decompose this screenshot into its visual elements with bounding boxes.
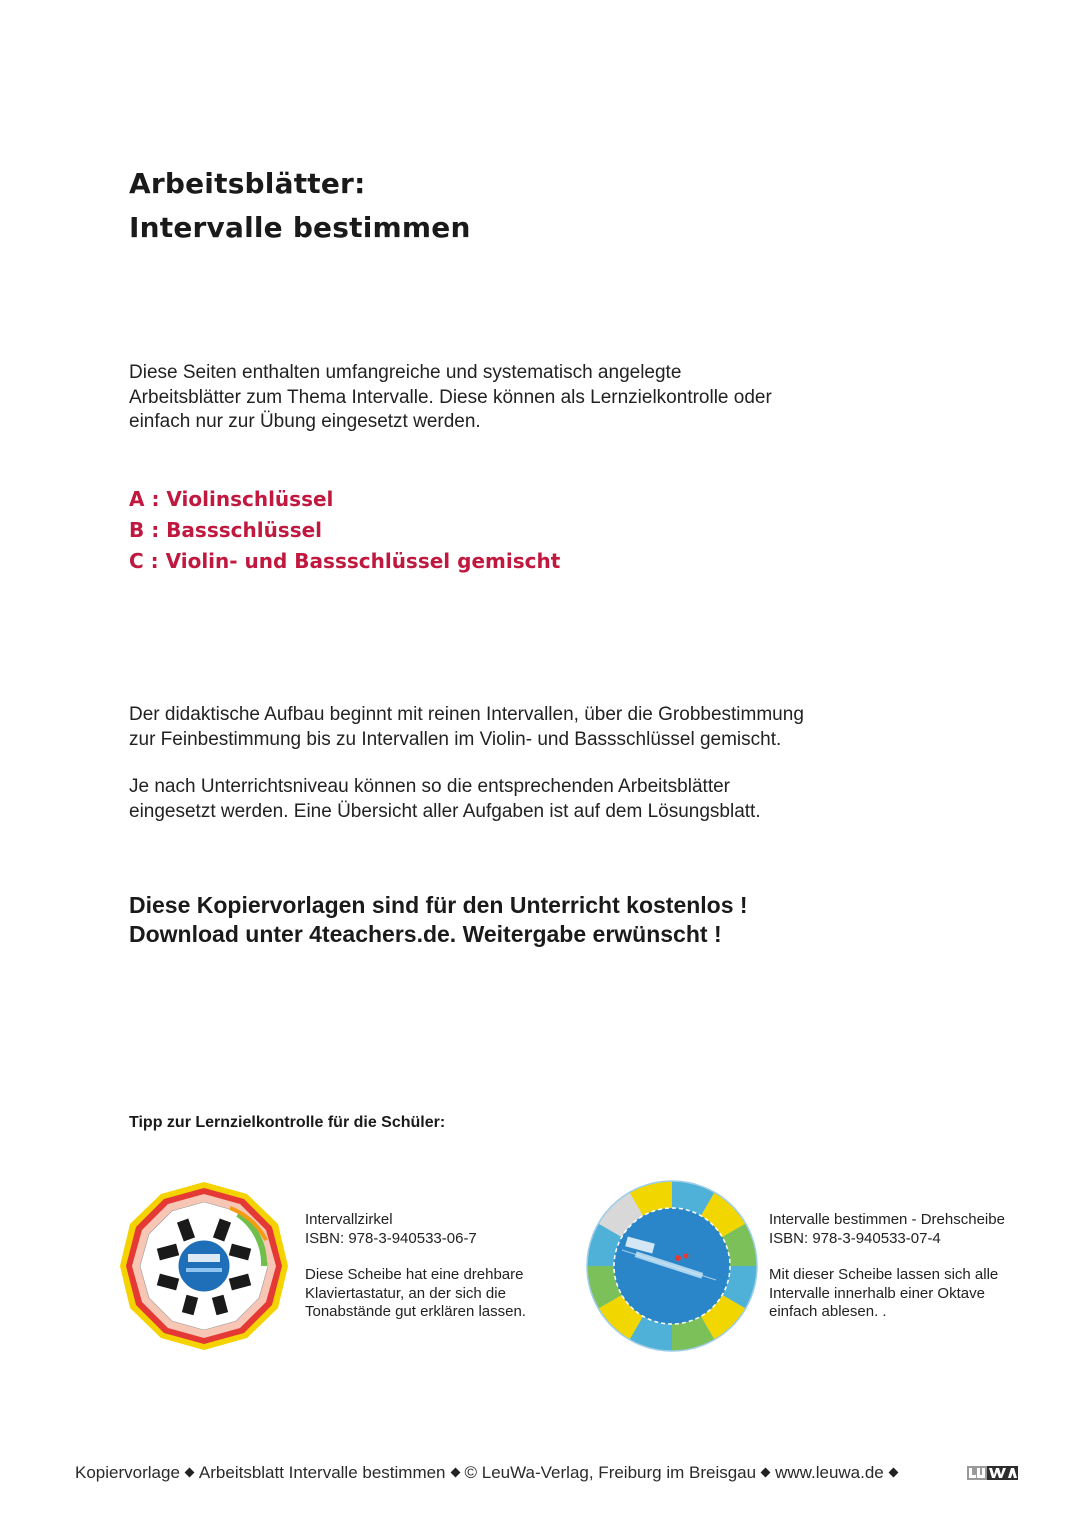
intro-line: Arbeitsblätter zum Thema Intervalle. Diese können als Lernzielkontrolle oder: [129, 386, 772, 408]
product-isbn: ISBN: 978-3-940533-06-7: [305, 1229, 477, 1247]
intro-line: einfach nur zur Übung eingesetzt werden.: [129, 411, 481, 432]
footer-part: © LeuWa-Verlag, Freiburg im Breisgau: [464, 1463, 757, 1482]
page-title: [129, 162, 471, 250]
diamond-separator-icon: [184, 1468, 194, 1478]
product-desc-line: einfach ablesen. .: [769, 1303, 887, 1320]
diamond-separator-icon: [888, 1468, 898, 1478]
product-desc-line: Mit dieser Scheibe lassen sich alle: [769, 1266, 999, 1283]
diamond-separator-icon: [450, 1468, 460, 1478]
product-name: Intervallzirkel: [305, 1211, 393, 1228]
leuwa-logo-icon: [966, 1463, 1020, 1483]
diamond-separator-icon: [761, 1468, 771, 1478]
didactic-line: zur Feinbestimmung bis zu Intervallen im Violin- und Bassschlüssel gemischt.: [129, 728, 782, 750]
title-line-2: Intervalle bestimmen: [129, 211, 471, 244]
product-intervallzirkel: [305, 1211, 526, 1322]
level-line: Je nach Unterrichtsniveau können so die entsprechenden Arbeitsblätter: [129, 776, 730, 797]
title-line-1: Arbeitsblätter:: [129, 167, 366, 200]
product-isbn: ISBN: 978-3-940533-07-4: [769, 1229, 941, 1247]
product-desc-line: Diese Scheibe hat eine drehbare: [305, 1266, 524, 1283]
section-item-c: C : Violin- und Bassschlüssel gemischt: [129, 549, 561, 573]
level-paragraph: [129, 775, 761, 824]
footer-part: www.leuwa.de: [775, 1463, 884, 1482]
product-desc-line: Intervalle innerhalb einer Oktave: [769, 1284, 985, 1302]
tipp-heading: Tipp zur Lernzielkontrolle für die Schüler:: [129, 1114, 446, 1131]
rotating-disc-icon: [586, 1180, 758, 1352]
free-notice-line-1: Diese Kopiervorlagen sind für den Unterricht kostenlos !: [129, 892, 748, 918]
didactic-paragraph: [129, 703, 804, 752]
section-list: [129, 484, 560, 577]
section-item-b: B : Bassschlüssel: [129, 518, 323, 542]
level-line: eingesetzt werden. Eine Übersicht aller Aufgaben ist auf dem Lösungsblatt.: [129, 800, 761, 822]
product-name: Intervalle bestimmen - Drehscheibe: [769, 1211, 1005, 1228]
didactic-line: Der didaktische Aufbau beginnt mit reinen Intervallen, über die Grobbestimmung: [129, 704, 804, 725]
footer: [75, 1463, 903, 1483]
section-item-a: A : Violinschlüssel: [129, 487, 334, 511]
free-notice: [129, 891, 748, 949]
product-desc-line: Tonabstände gut erklären lassen.: [305, 1303, 526, 1320]
intro-paragraph: [129, 361, 772, 435]
interval-circle-disc-icon: [118, 1180, 290, 1352]
footer-part: Arbeitsblatt Intervalle bestimmen: [198, 1463, 446, 1482]
product-drehscheibe: [769, 1211, 1005, 1322]
footer-part: Kopiervorlage: [75, 1463, 180, 1482]
product-desc-line: Klaviertastatur, an der sich die: [305, 1284, 506, 1302]
intro-line: Diese Seiten enthalten umfangreiche und systematisch angelegte: [129, 362, 682, 383]
free-notice-line-2: Download unter 4teachers.de. Weitergabe erwünscht !: [129, 921, 722, 947]
